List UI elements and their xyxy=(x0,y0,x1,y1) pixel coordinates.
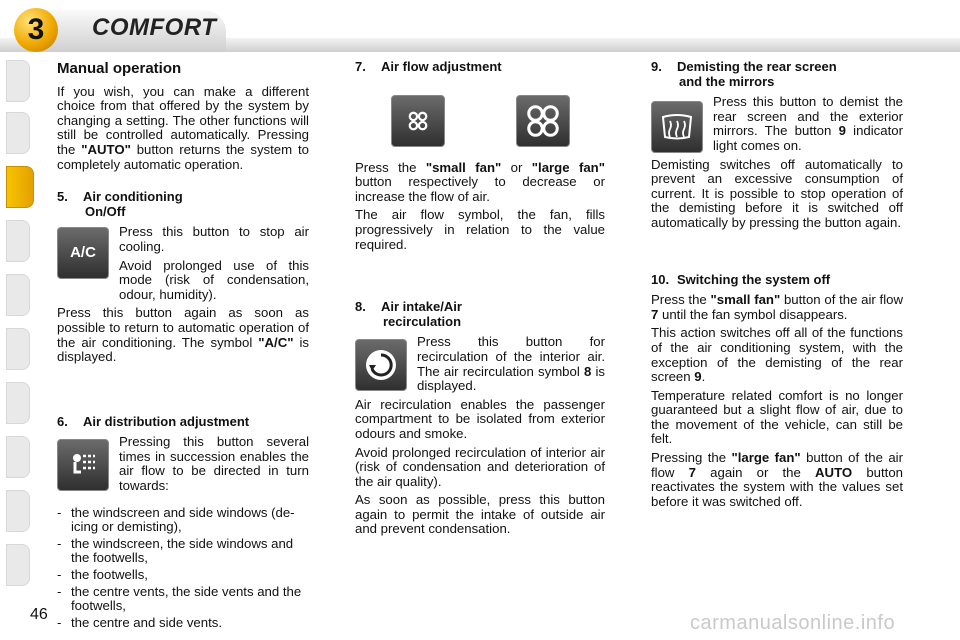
s9-text-end: indicator light comes on. xyxy=(713,123,903,153)
section-5-title-line1: Air conditioning xyxy=(83,189,183,205)
side-tab-9[interactable] xyxy=(6,490,30,532)
section-10-title xyxy=(651,273,903,288)
column-right xyxy=(651,60,903,513)
list-item: - the windscreen, the side windows and the footwells, xyxy=(57,537,309,566)
section-9-body xyxy=(651,95,903,157)
section-7-title-text: Air flow adjustment xyxy=(381,59,502,74)
section-6-p1: Pressing this button several times in succession enables the air flow to be directed in turn towards: xyxy=(119,434,309,494)
section-7-number: 7. xyxy=(355,59,366,74)
s10-ref: 7 xyxy=(651,306,659,322)
section-10-number: 10. xyxy=(651,271,670,287)
chapter-badge xyxy=(14,8,58,52)
watermark: carmanualsonline.info xyxy=(690,612,896,634)
section-8-title-line2: recirculation xyxy=(383,313,462,329)
recirculation-icon xyxy=(355,339,407,391)
s9-text: Press this button to demist the rear screen and the exterior mirrors. The button xyxy=(713,94,903,139)
s10-p4-c: button of the air flow xyxy=(651,450,903,480)
s7-text-a: Press the xyxy=(355,159,426,175)
section-7-p2: The air flow symbol, the fan, fills progressively in relation to the value required. xyxy=(355,207,605,252)
section-10-p3: Temperature related comfort is no longer guaranteed but a slight flow of air, due to the movement of the vehicle, can still be felt. xyxy=(651,387,903,447)
section-9-title-line2: and the mirrors xyxy=(679,73,775,89)
section-5-p1: Press this button to stop air cooling. xyxy=(119,224,309,254)
large-fan-label: "large fan" xyxy=(531,159,605,175)
chapter-title: COMFORT xyxy=(92,14,217,41)
side-tab-active[interactable] xyxy=(6,166,34,208)
side-tab-7[interactable] xyxy=(6,382,30,424)
s10-p2-text: This action switches off all of the functions of the air conditioning system, with the exception of the demisting of the rear screen xyxy=(651,325,903,385)
small-fan-label: "small fan" xyxy=(425,159,502,175)
ac-icon-label: A/C xyxy=(70,244,96,262)
section-9-number: 9. xyxy=(651,59,662,74)
section-8-title-line1: Air intake/Air xyxy=(381,299,462,315)
section-9-title xyxy=(651,60,903,89)
air-distribution-glyph xyxy=(67,450,99,480)
section-5-title xyxy=(57,190,309,219)
section-6-title xyxy=(57,415,309,430)
side-tab-4[interactable] xyxy=(6,220,30,262)
side-tab-6[interactable] xyxy=(6,328,30,370)
s8-text-end: is displayed. xyxy=(417,363,605,394)
s10-p2-ref: 9 xyxy=(694,369,702,385)
section-5-p2: Avoid prolonged use of this mode (risk of condensation, odour, humidity). xyxy=(119,257,309,302)
s10-p4-e: again or the xyxy=(695,464,816,480)
s8-text: Press this button for recirculation of the interior air. The air recirculation symbol xyxy=(417,334,605,379)
section-5-number: 5. xyxy=(57,189,68,205)
section-8-number: 8. xyxy=(355,299,366,315)
section-8-p4: As soon as possible, press this button again to permit the intake of outside air and prevent condensation. xyxy=(355,492,605,537)
s10-p4-large-fan: "large fan" xyxy=(731,450,801,466)
list-item: - the centre vents, the side vents and the footwells, xyxy=(57,585,309,614)
section-5-p3-text: Press this button again as soon as possible to return to automatic operation of the air conditioning. The symbol xyxy=(57,305,309,350)
section-9-p1 xyxy=(713,95,903,153)
s10-p4-a: Pressing the xyxy=(651,450,732,466)
section-6-number: 6. xyxy=(57,413,68,429)
list-item: - the footwells, xyxy=(57,568,309,583)
manual-intro-end: button returns the system to completely automatic operation. xyxy=(57,141,309,172)
section-8-p3: Avoid prolonged recirculation of interior air (risk of condensation and deterioration of the air quality). xyxy=(355,444,605,489)
small-fan-glyph xyxy=(407,110,429,132)
rear-demist-glyph xyxy=(660,113,694,141)
column-left xyxy=(57,60,309,632)
air-distribution-list xyxy=(57,506,309,631)
rear-demist-icon xyxy=(651,101,703,153)
s10-p2-end: . xyxy=(701,369,706,385)
section-10-p1 xyxy=(651,293,903,322)
section-9-title-line1: Demisting the rear screen xyxy=(677,59,837,74)
section-8-title xyxy=(355,300,605,329)
section-8-p1 xyxy=(417,335,605,393)
manual-operation-heading: Manual operation xyxy=(57,60,182,77)
ac-symbol-label: "A/C" xyxy=(258,334,294,350)
s10-c: button of the air flow xyxy=(780,292,903,308)
manual-intro xyxy=(57,85,309,173)
ac-button-icon xyxy=(57,227,109,279)
section-8-p2: Air recirculation enables the passenger compartment to be isolated from exterior odours and smoke. xyxy=(355,396,605,441)
recirculation-glyph xyxy=(364,348,398,382)
s7-text-c: or xyxy=(501,159,532,175)
page-header xyxy=(0,0,960,54)
s10-e: until the fan symbol disappears. xyxy=(658,306,848,322)
list-item: - the windscreen and side windows (de-icing or demisting), xyxy=(57,506,309,535)
side-tab-2[interactable] xyxy=(6,112,30,154)
chapter-side-tabs xyxy=(0,60,34,580)
list-item: - the centre and side vents. xyxy=(57,616,309,631)
auto-label: "AUTO" xyxy=(81,141,131,157)
section-5-p3 xyxy=(57,306,309,364)
s10-small-fan: "small fan" xyxy=(710,292,781,308)
section-10-p2 xyxy=(651,326,903,384)
section-8-body xyxy=(355,335,605,397)
s10-p4-auto: AUTO xyxy=(815,464,853,480)
section-7-p1 xyxy=(355,161,605,205)
section-5-title-line2: On/Off xyxy=(85,203,126,219)
large-fan-glyph xyxy=(525,103,561,139)
fan-buttons xyxy=(355,95,605,147)
s9-ref: 9 xyxy=(838,123,846,139)
section-9-p2: Demisting switches off automatically to prevent an excessive consumption of current. It is possible to stop operation of the demisting before it is switched off automatically by pressing the button again. xyxy=(651,156,903,230)
section-10-p4 xyxy=(651,451,903,509)
side-tab-8[interactable] xyxy=(6,436,30,478)
s10-a: Press the xyxy=(651,292,711,308)
page-number: 46 xyxy=(30,606,48,623)
side-tab-10[interactable] xyxy=(6,544,30,586)
section-7-title xyxy=(355,60,605,75)
manual-intro-text: If you wish, you can make a different choice from that offered by the system by changing a setting. The other functions will still be controlled automatically. Pressing the xyxy=(57,83,309,157)
s7-text-e: button respectively to decrease or increase the flow of air. xyxy=(355,174,605,204)
large-fan-icon xyxy=(516,95,570,147)
chapter-number: 3 xyxy=(27,13,45,46)
side-tab-5[interactable] xyxy=(6,274,30,316)
section-6-title-text: Air distribution adjustment xyxy=(83,413,250,429)
small-fan-icon xyxy=(391,95,445,147)
side-tab-1[interactable] xyxy=(6,60,30,102)
s10-p4-ref: 7 xyxy=(688,464,696,480)
section-5-body xyxy=(57,225,309,306)
s10-p4-g: button reactivates the system with the values set before it was switched off. xyxy=(651,464,903,509)
section-10-title-text: Switching the system off xyxy=(677,271,831,287)
air-distribution-icon xyxy=(57,439,109,491)
section-5-p3-end: is displayed. xyxy=(57,334,309,365)
column-middle xyxy=(355,60,605,541)
section-6-body xyxy=(57,435,309,497)
s8-ref: 8 xyxy=(583,363,592,379)
